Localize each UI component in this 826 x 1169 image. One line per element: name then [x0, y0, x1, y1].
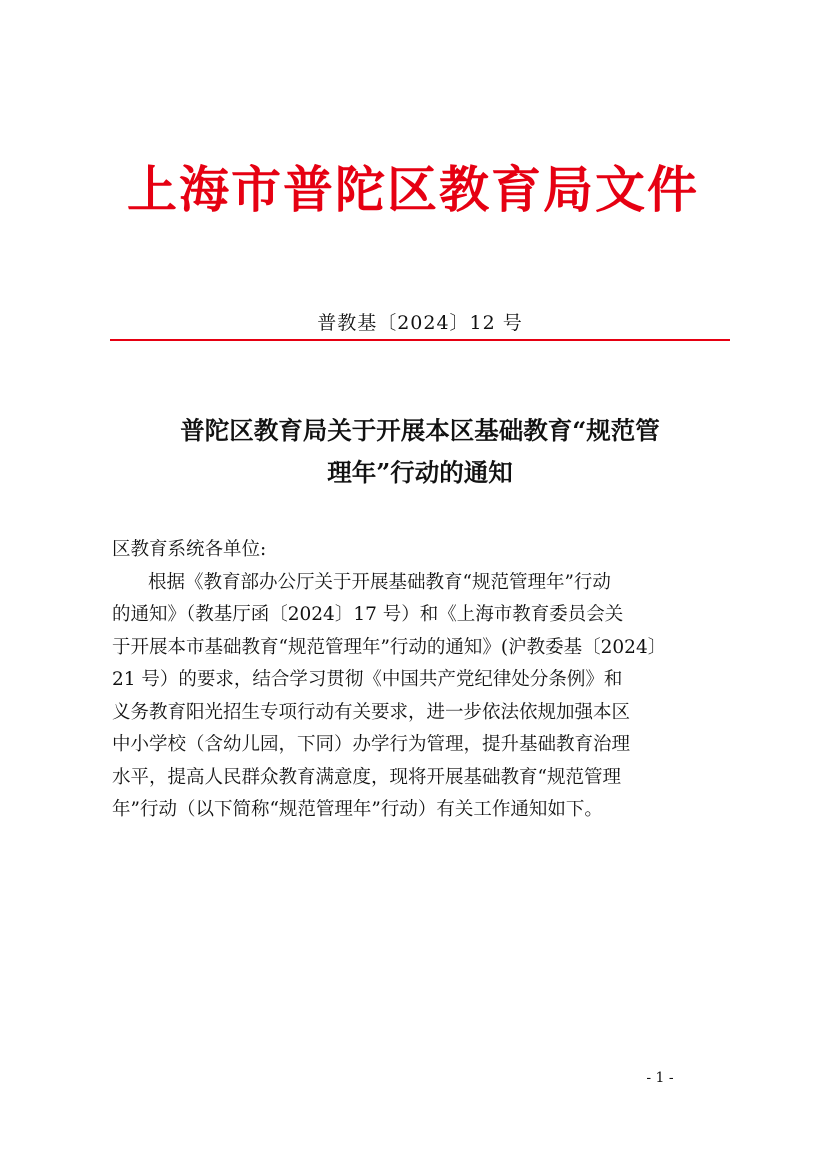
letterhead-title: 上海市普陀区教育局文件	[127, 160, 699, 219]
paragraph-line: 年”行动（以下简称“规范管理年”行动）有关工作通知如下。	[112, 799, 603, 820]
paragraph-line: 21 号）的要求，结合学习贯彻《中国共产党纪律处分条例》和	[112, 669, 623, 690]
paragraph-line: 的通知》（教基厅函〔2024〕17 号）和《上海市教育委员会关	[112, 604, 624, 625]
paragraph-line: 根据《教育部办公厅关于开展基础教育“规范管理年”行动	[148, 571, 611, 593]
notice-title-line: 普陀区教育局关于开展本区基础教育“规范管	[180, 416, 660, 445]
body-text	[112, 534, 724, 827]
document-number: 普教基〔2024〕12 号	[317, 312, 523, 334]
paragraph-line: 于开展本市基础教育“规范管理年”行动的通知》(沪教委基〔2024〕	[112, 636, 667, 658]
red-divider	[110, 339, 730, 341]
notice-title-line: 理年”行动的通知	[327, 458, 513, 487]
notice-title	[105, 410, 735, 494]
paragraph-line: 中小学校（含幼儿园，下同）办学行为管理，提升基础教育治理	[112, 734, 631, 755]
paragraph-line: 义务教育阳光招生专项行动有关要求，进一步依法依规加强本区	[112, 701, 631, 723]
paragraph-line: 水平，提高人民群众教育满意度，现将开展基础教育“规范管理	[112, 766, 621, 788]
page-number: - 1 -	[646, 1070, 674, 1086]
salutation: 区教育系统各单位:	[112, 539, 267, 560]
